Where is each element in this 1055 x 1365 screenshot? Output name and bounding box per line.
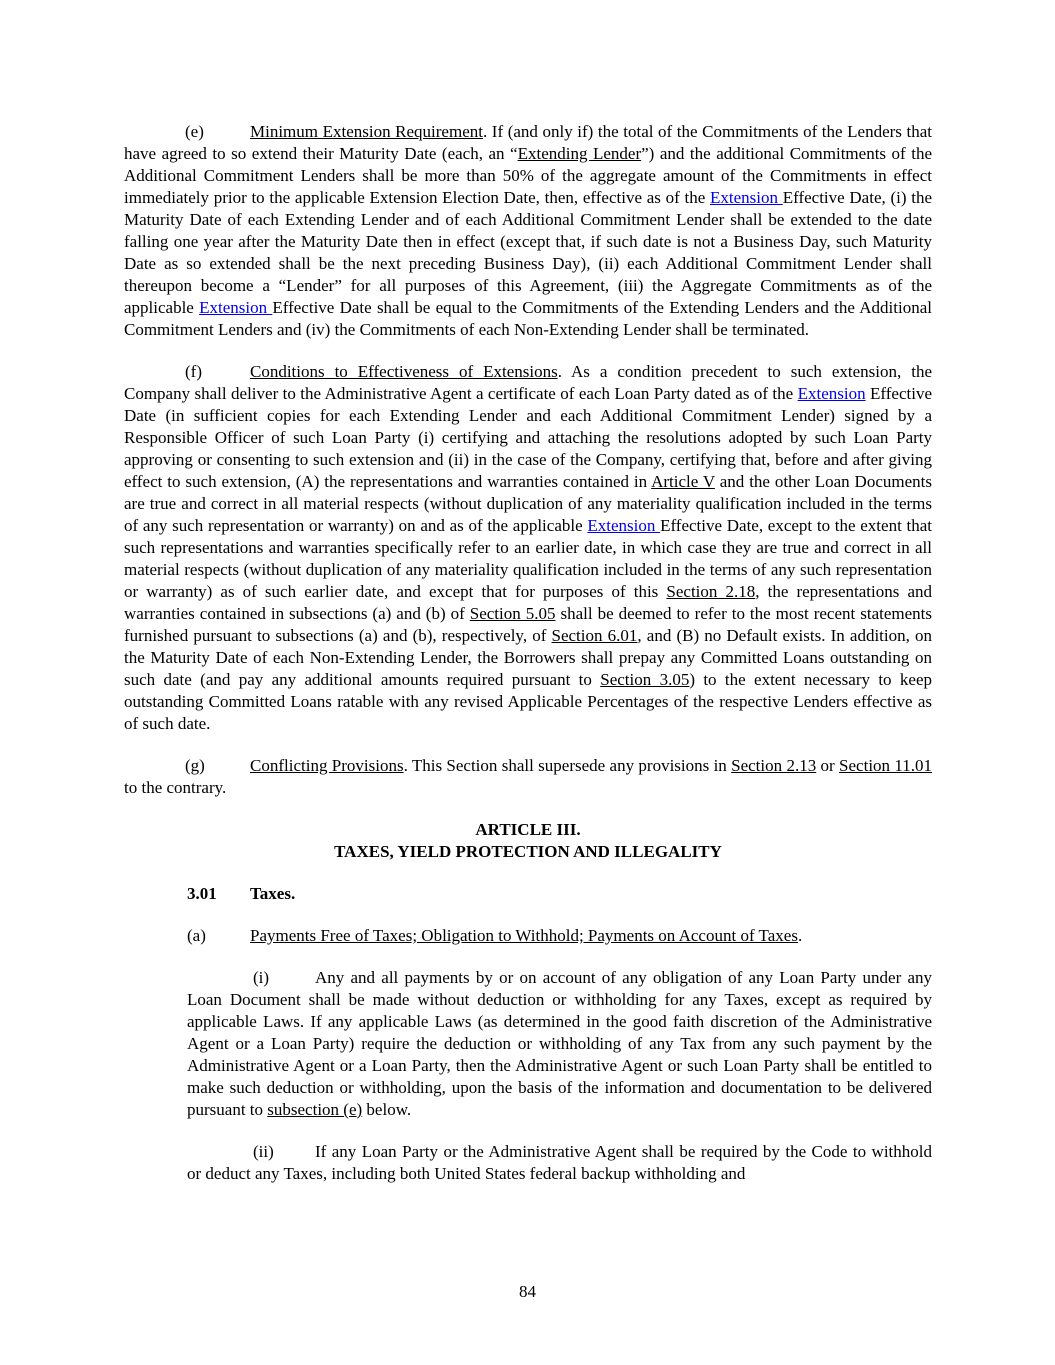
section-title: Taxes.	[250, 884, 296, 903]
section-number: 3.01	[187, 884, 217, 903]
article-iii-heading	[124, 819, 932, 863]
body-text: below.	[362, 1100, 412, 1119]
section-6-01-reference-underlined: Section 6.01	[551, 626, 638, 645]
paragraph-g-label: (g)	[185, 756, 205, 775]
paragraph-e-heading-underlined: Minimum Extension Requirement	[250, 122, 483, 141]
page-content	[124, 121, 932, 1205]
section-3-05-reference-underlined: Section 3.05	[600, 670, 690, 689]
paragraph-f-label: (f)	[185, 362, 202, 381]
page-number: 84	[519, 1282, 536, 1301]
body-text: .	[797, 926, 803, 945]
body-text: ) to the extent necessary to keep outstanding Committed Loans ratable with any revised Applicable Percentages of the respective Lenders effective as of such date.	[124, 670, 932, 733]
body-text: Any and all payments by or on account of any obligation of any Loan Party under any Loan Document shall be made without deduction or withholding for any Taxes, except as required by applicable Laws. If any applicable Laws (as determined in the good faith discretion of the Administrative Agent or a Loan Party) require the deduction or withholding of any Tax from any such payment by the Administrative Agent or a Loan Party, then the Administrative Agent or such Loan Party shall be entitled to make such deduction or withholding, upon the basis of the information and documentation to be delivered pursuant to	[187, 968, 932, 1119]
section-3-01-heading	[124, 883, 932, 905]
clause-ii-label: (ii)	[253, 1142, 274, 1161]
body-text: Effective Date (in sufficient copies for each Extending Lender and each Additional Commitment Lender) signed by a Responsible Officer of such Loan Party (i) certifying and attaching the resolutions adopted by such Loan Party approving or consenting to such extension and (ii) in the case of the Company, certifying that, before and after giving effect to such extension, (A) the representations and warranties contained in	[124, 384, 933, 491]
clause-i	[187, 967, 932, 1121]
paragraph-f	[124, 361, 932, 735]
paragraph-e-label: (e)	[185, 122, 204, 141]
item-a-heading-underlined: Payments Free of Taxes; Obligation to Withhold; Payments on Account of Taxes	[250, 926, 798, 945]
body-text: If any Loan Party or the Administrative Agent shall be required by the Code to withhold or deduct any Taxes, including both United States federal backup withholding and	[187, 1142, 932, 1183]
body-text: shall be deemed to refer to the most recent statements furnished pursuant to subsections (a) and (b), respectively, of	[124, 604, 932, 645]
article-v-reference-underlined: Article V	[651, 472, 715, 491]
page-footer	[0, 1281, 1055, 1303]
paragraph-g-heading-underlined: Conflicting Provisions	[250, 756, 404, 775]
section-2-13-reference-underlined: Section 2.13	[731, 756, 817, 775]
body-text: Effective Date shall be equal to the Commitments of the Extending Lenders and the Additional Commitment Lenders and (iv) the Commitments of each Non-Extending Lender shall be terminated.	[124, 298, 932, 339]
body-text: Effective Date, except to the extent that such representations and warranties specifically refer to an earlier date, in which case they are true and correct in all material respects (without duplication of any materiality qualification included in the terms of any such representation or warranty) as of such earlier date, and except that for purposes of this	[124, 516, 932, 601]
extension-link[interactable]: Extension	[587, 516, 661, 535]
body-text: , the representations and warranties contained in subsections (a) and (b) of	[124, 582, 933, 623]
paragraph-g	[124, 755, 932, 799]
item-a-label: (a)	[187, 926, 206, 945]
extension-link[interactable]: Extension	[199, 298, 273, 317]
section-5-05-reference-underlined: Section 5.05	[469, 604, 556, 623]
extension-link[interactable]: Extension	[797, 384, 866, 403]
article-title: TAXES, YIELD PROTECTION AND ILLEGALITY	[334, 842, 722, 861]
body-text: Effective Date, (i) the Maturity Date of each Extending Lender and of each Additional Commitment Lender shall be extended to the date falling one year after the Maturity Date then in effect (except that, if such date is not a Business Day, such Maturity Date as so extended shall be the next preceding Business Day), (ii) each Additional Commitment Lender shall thereupon become a “Lender” for all purposes of this Agreement, (iii) the Aggregate Commitments as of the applicable	[124, 188, 933, 317]
body-text: ”) and the additional Commitments of the Additional Commitment Lenders shall be more than 50% of the aggregate amount of the Commitments in effect immediately prior to the applicable Extension Election Date, then, effective as of the	[124, 144, 932, 207]
extension-link[interactable]: Extension	[709, 188, 783, 207]
clause-ii	[187, 1141, 932, 1185]
body-text: or	[816, 756, 840, 775]
paragraph-e	[124, 121, 932, 341]
body-text: to the contrary.	[124, 778, 227, 797]
defined-term-underlined: Extending Lender	[517, 144, 642, 163]
paragraph-f-heading-underlined: Conditions to Effectiveness of Extensions	[250, 362, 558, 381]
body-text: , and (B) no Default exists. In addition, on the Maturity Date of each Non-Extending Lender, the Borrowers shall prepay any Committed Loans outstanding on such date (and pay any additional amounts required pursuant to	[124, 626, 933, 689]
clause-i-label: (i)	[253, 968, 270, 987]
body-text: . This Section shall supersede any provisions in	[403, 756, 732, 775]
article-number: ARTICLE III.	[475, 820, 581, 839]
subsection-e-reference-underlined: subsection (e)	[267, 1100, 363, 1119]
item-a-heading	[124, 925, 932, 947]
body-text: and the other Loan Documents are true and correct in all material respects (without duplication of any materiality qualification included in the terms of any such representation or warranty) on and as of the applicable	[124, 472, 932, 535]
section-2-18-reference-underlined: Section 2.18	[666, 582, 756, 601]
body-text: . As a condition precedent to such extension, the Company shall deliver to the Administrative Agent a certificate of each Loan Party dated as of the	[124, 362, 932, 403]
section-11-01-reference-underlined: Section 11.01	[839, 756, 932, 775]
body-text: . If (and only if) the total of the Commitments of the Lenders that have agreed to so extend their Maturity Date (each, an “	[124, 122, 932, 163]
